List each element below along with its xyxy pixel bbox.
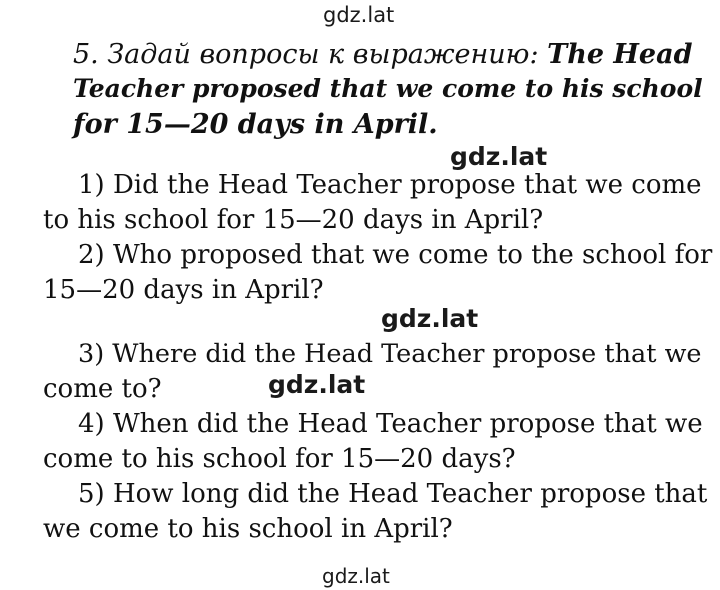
answer-5-line-1: 5) How long did the Head Teacher propose that: [78, 479, 708, 509]
task-line-2: Teacher proposed that we come to his school: [73, 74, 703, 103]
watermark-after-answer-2: gdz.lat: [381, 304, 479, 333]
answer-4-line-2: come to his school for 15—20 days?: [43, 444, 516, 474]
watermark-bottom: gdz.lat: [322, 564, 390, 588]
answer-1-line-1: 1) Did the Head Teacher propose that we come: [78, 170, 702, 200]
task-line-3: for 15—20 days in April.: [73, 109, 438, 140]
watermark-top: gdz.lat: [323, 3, 395, 27]
task-instruction: 5. Задай вопросы к выражению:: [73, 39, 548, 70]
task-phrase-start: The Head: [547, 39, 693, 70]
answer-3-line-1: 3) Where did the Head Teacher propose that we: [78, 339, 702, 369]
answer-4-line-1: 4) When did the Head Teacher propose that we: [78, 409, 703, 439]
answer-3-line-2: come to?: [43, 374, 162, 404]
answer-1-line-2: to his school for 15—20 days in April?: [43, 205, 544, 235]
task-line-1: [73, 41, 693, 68]
watermark-after-task: gdz.lat: [450, 142, 548, 171]
watermark-inline-answer-3: gdz.lat: [268, 370, 366, 399]
answer-2-line-1: 2) Who proposed that we come to the school for: [78, 240, 713, 270]
answer-5-line-2: we come to his school in April?: [43, 514, 453, 544]
answer-2-line-2: 15—20 days in April?: [43, 275, 324, 305]
